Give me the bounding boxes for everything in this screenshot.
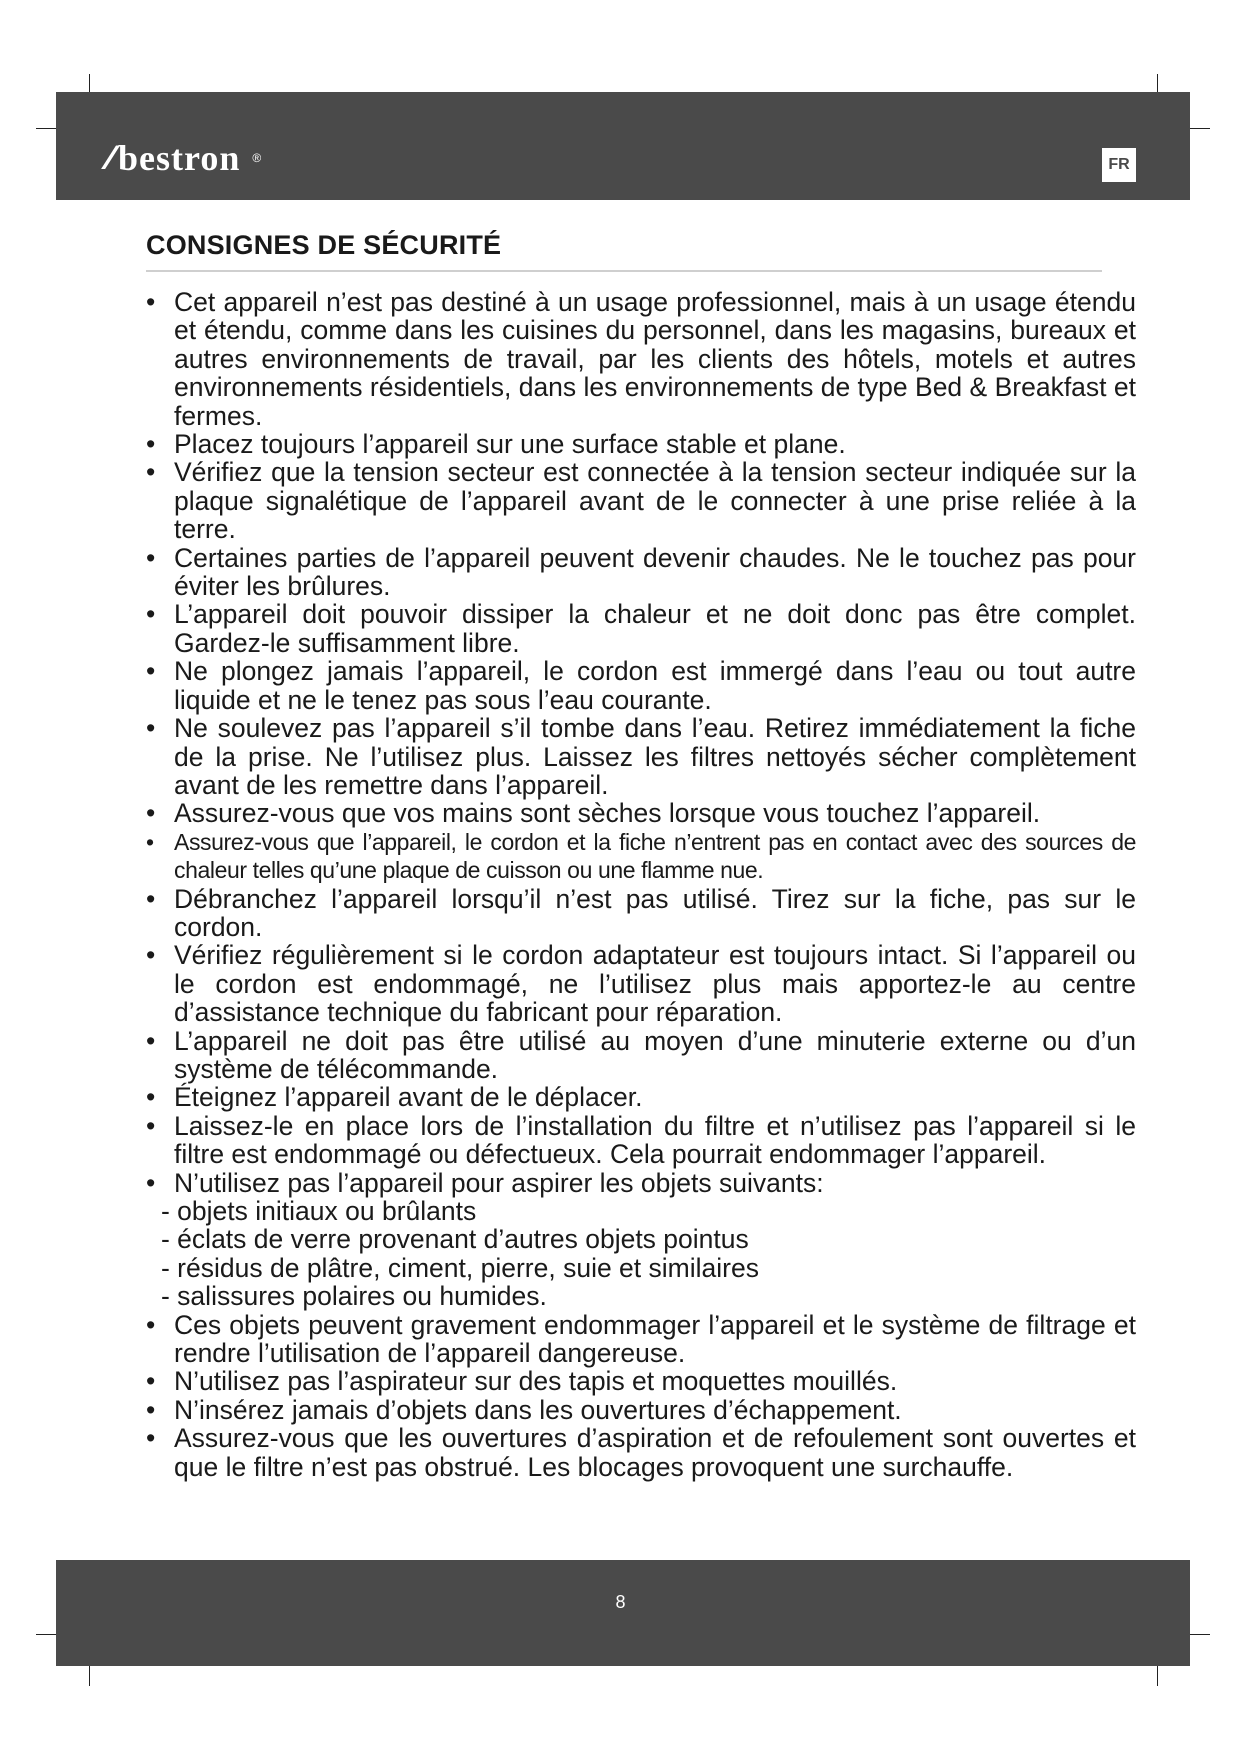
registered-mark: ® [252,151,262,165]
list-item: • L’appareil ne doit pas être utilisé au moyen d’une minuterie externe ou d’un système de télécommande. [146,1027,1136,1084]
sub-list-item: - objets initiaux ou brûlants [161,1196,477,1226]
list-item: • N’insérez jamais d’objets dans les ouvertures d’échappement. [146,1396,1136,1424]
list-item: • N’utilisez pas l’appareil pour aspirer les objets suivants: [146,1169,1136,1197]
list-item: • Ces objets peuvent gravement endommager l’appareil et le système de filtrage et rendre l’utilisation de l’appareil dangereuse. [146,1311,1136,1368]
list-item: • Cet appareil n’est pas destiné à un usage professionnel, mais à un usage étendu et étendu, comme dans les cuisines du personnel, dans les magasins, bureaux et autres environnements de travail, par les clients des hôtels, motels et autres environnements résidentiels, dans les environnements de type Bed & Breakfast et fermes. [146,288,1136,430]
sub-list-item: - résidus de plâtre, ciment, pierre, suie et similaires [161,1252,759,1283]
sub-list-item: - salissures polaires ou humides. [161,1281,547,1312]
list-item: • Vérifiez régulièrement si le cordon adaptateur est toujours intact. Si l’appareil ou le cordon est endommagé, ne l’utilisez plus mais apportez-le au centre d’assistance technique du fabricant pour réparation. [146,941,1136,1026]
list-item: • Vérifiez que la tension secteur est connectée à la tension secteur indiquée sur la plaque signalétique de l’appareil avant de le connecter à une prise reliée à la terre. [146,458,1136,543]
list-item: • L’appareil doit pouvoir dissiper la chaleur et ne doit donc pas être complet. Gardez-le suffisamment libre. [146,600,1136,657]
sub-list-item: - éclats de verre provenant d’autres objets pointus [161,1224,749,1255]
page-number: 8 [615,1592,626,1612]
title-divider [146,270,1102,272]
list-item: • Ne soulevez pas l’appareil s’il tombe dans l’eau. Retirez immédiatement la fiche de la prise. Ne l’utilisez plus. Laissez les filtres nettoyés sécher complètement avant de les remettre dans l’appareil. [146,714,1136,799]
list-item: • N’utilisez pas l’aspirateur sur des tapis et moquettes mouillés. [146,1367,1136,1395]
section-title: CONSIGNES DE SÉCURITÉ [146,230,502,260]
list-item: • Laissez-le en place lors de l’installation du filtre et n’utilisez pas l’appareil si le filtre est endommagé ou défectueux. Cela pourrait endommager l’appareil. [146,1112,1136,1169]
list-item: • Assurez-vous que l’appareil, le cordon et la fiche n’entrent pas en contact avec des sources de chaleur telles qu’une plaque de cuisson ou une flamme nue. [146,828,1136,885]
list-item: • Débranchez l’appareil lorsqu’il n’est pas utilisé. Tirez sur la fiche, pas sur le cordon. [146,885,1136,942]
safety-list [146,288,1136,1481]
language-badge: FR [1102,148,1136,182]
list-item: • Ne plongez jamais l’appareil, le cordon est immergé dans l’eau ou tout autre liquide et ne le tenez pas sous l’eau courante. [146,657,1136,714]
list-item: • Certaines parties de l’appareil peuvent devenir chaudes. Ne le touchez pas pour éviter les brûlures. [146,544,1136,601]
footer-band [56,1560,1190,1666]
brand-name: bestron [118,138,241,178]
list-item: • Placez toujours l’appareil sur une surface stable et plane. [146,430,1136,458]
list-item: • Éteignez l’appareil avant de le déplacer. [146,1083,1136,1111]
list-item: • Assurez-vous que les ouvertures d’aspiration et de refoulement sont ouvertes et que le filtre n’est pas obstrué. Les blocages provoquent une surchauffe. [146,1424,1136,1481]
brand-logo [108,140,261,176]
list-item: • Assurez-vous que vos mains sont sèches lorsque vous touchez l’appareil. [146,799,1136,827]
